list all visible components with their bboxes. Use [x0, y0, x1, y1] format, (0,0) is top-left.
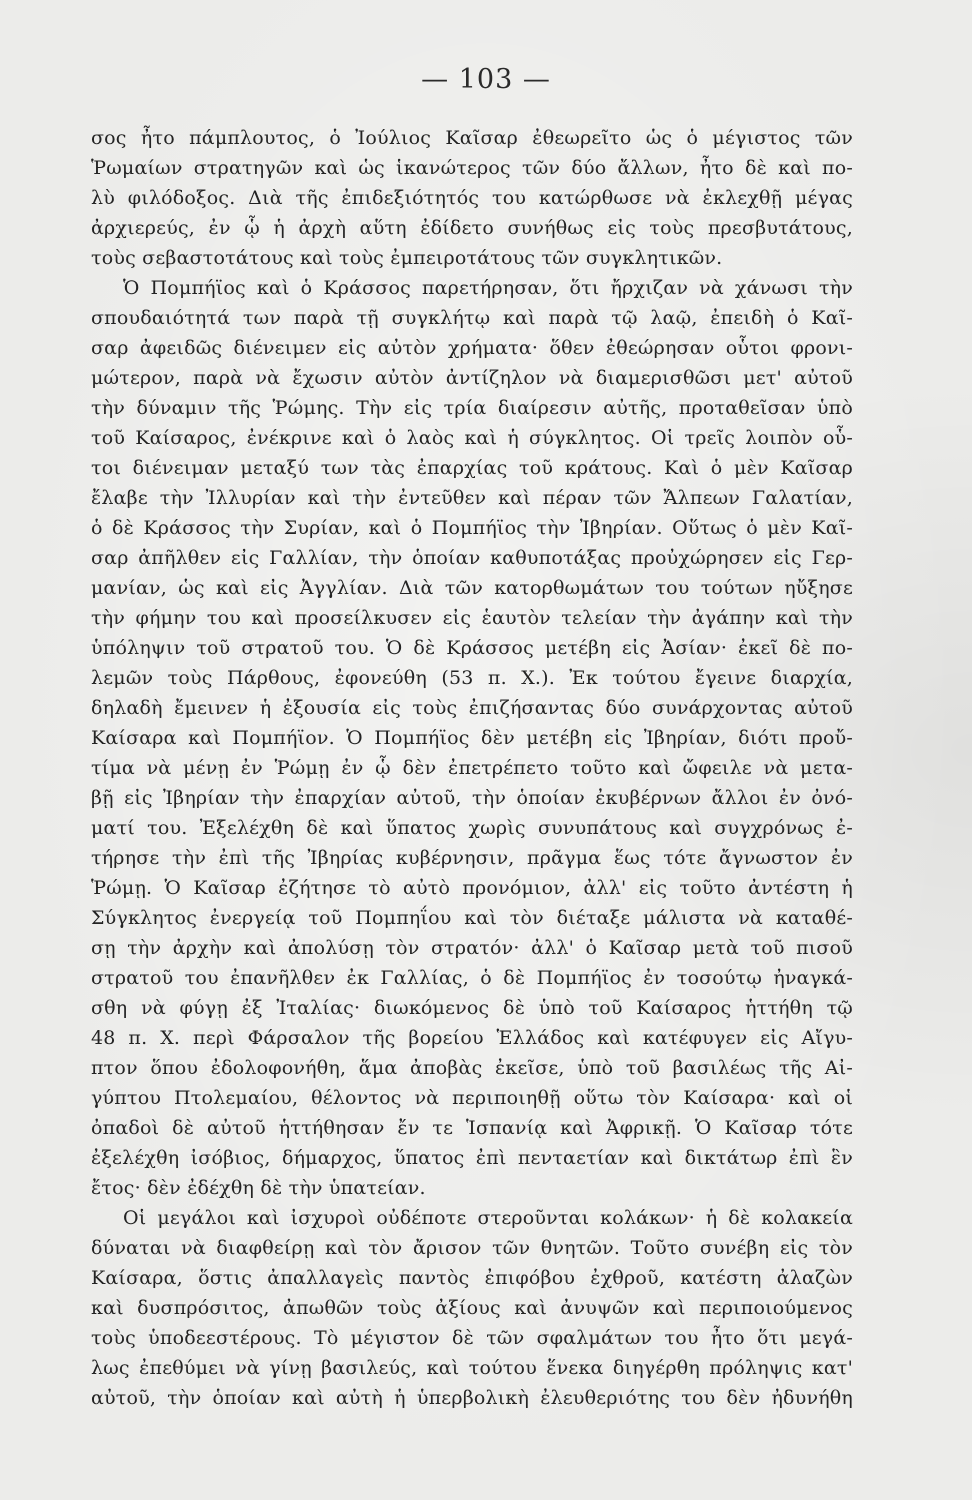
- text-line: ὑπόληψιν τοῦ στρατοῦ του. Ὁ δὲ Κράσσος μετέβη εἰς Ἀσίαν· ἐκεῖ δὲ πο-: [91, 637, 853, 659]
- text-line: ματί του. Ἐξελέχθη δὲ καὶ ὕπατος χωρὶς συνυπάτους καὶ συγχρόνως ἐ-: [91, 817, 853, 839]
- text-line: καὶ δυσπρόσιτος, ἀπωθῶν τοὺς ἀξίους καὶ ἀνυψῶν καὶ περιποιούμενος: [91, 1297, 853, 1319]
- body-text: [91, 123, 853, 1413]
- text-line: ἀρχιερεύς, ἐν ᾧ ἡ ἀρχὴ αὕτη ἐδίδετο συνήθως εἰς τοὺς πρεσβυτάτους,: [91, 217, 853, 239]
- page-number: — 103 —: [421, 64, 551, 95]
- text-line: ὀπαδοὶ δὲ αὐτοῦ ἡττήθησαν ἔν τε Ἱσπανίᾳ καὶ Ἀφρικῇ. Ὁ Καῖσαρ τότε: [91, 1117, 853, 1139]
- text-line: σος ἦτο πάμπλουτος, ὁ Ἰούλιος Καῖσαρ ἐθεωρεῖτο ὡς ὁ μέγιστος τῶν: [91, 127, 853, 149]
- text-line: σῃ τὴν ἀρχὴν καὶ ἀπολύσῃ τὸν στρατόν· ἀλλ' ὁ Καῖσαρ μετὰ τοῦ πισοῦ: [91, 937, 853, 959]
- text-line: Ὁ Πομπήϊος καὶ ὁ Κράσσος παρετήρησαν, ὅτι ἤρχιζαν νὰ χάνωσι τὴν: [123, 277, 853, 299]
- text-line: γύπτου Πτολεμαίου, θέλοντος νὰ περιποιηθῇ οὕτω τὸν Καίσαρα· καὶ οἱ: [91, 1087, 853, 1109]
- text-line: Ῥωμαίων στρατηγῶν καὶ ὡς ἱκανώτερος τῶν δύο ἄλλων, ἦτο δὲ καὶ πο-: [91, 157, 853, 179]
- text-line: τοὺς σεβαστοτάτους καὶ τοὺς ἐμπειροτάτους τῶν συγκλητικῶν.: [91, 247, 723, 269]
- text-line: λως ἐπεθύμει νὰ γίνῃ βασιλεύς, καὶ τούτου ἕνεκα διηγέρθη πρόληψις κατ': [91, 1357, 853, 1379]
- text-line: σαρ ἀπῆλθεν εἰς Γαλλίαν, τὴν ὁποίαν καθυποτάξας προὐχώρησεν εἰς Γερ-: [91, 547, 853, 569]
- text-line: βῇ εἰς Ἰβηρίαν τὴν ἐπαρχίαν αὐτοῦ, τὴν ὁποίαν ἐκυβέρνων ἄλλοι ἐν ὀνό-: [91, 787, 853, 809]
- text-line: τήρησε τὴν ἐπὶ τῆς Ἰβηρίας κυβέρνησιν, πρᾶγμα ἕως τότε ἄγνωστον ἐν: [91, 847, 853, 869]
- text-line: σπουδαιότητά των παρὰ τῇ συγκλήτῳ καὶ παρὰ τῷ λαῷ, ἐπειδὴ ὁ Καῖ-: [91, 307, 853, 329]
- text-line: σθη νὰ φύγῃ ἐξ Ἰταλίας· διωκόμενος δὲ ὑπὸ τοῦ Καίσαρος ἡττήθη τῷ: [91, 997, 853, 1019]
- text-line: δηλαδὴ ἔμεινεν ἡ ἐξουσία εἰς τοὺς ἐπιζήσαντας δύο συνάρχοντας αὐτοῦ: [91, 697, 853, 719]
- text-line: στρατοῦ του ἐπανῆλθεν ἐκ Γαλλίας, ὁ δὲ Πομπήϊος ἐν τοσούτῳ ἠναγκά-: [91, 967, 853, 989]
- text-line: Οἱ μεγάλοι καὶ ἰσχυροὶ οὐδέποτε στεροῦνται κολάκων· ἡ δὲ κολακεία: [123, 1207, 853, 1229]
- text-line: ἐξελέχθη ἰσόβιος, δήμαρχος, ὕπατος ἐπὶ πενταετίαν καὶ δικτάτωρ ἐπὶ ἓν: [91, 1147, 853, 1169]
- text-line: σαρ ἀφειδῶς διένειμεν εἰς αὐτὸν χρήματα· ὅθεν ἐθεώρησαν οὗτοι φρονι-: [91, 337, 853, 359]
- text-line: μώτερον, παρὰ νὰ ἔχωσιν αὐτὸν ἀντίζηλον νὰ διαμερισθῶσι μετ' αὐτοῦ: [91, 367, 853, 389]
- text-line: τοὺς ὑποδεεστέρους. Τὸ μέγιστον δὲ τῶν σφαλμάτων του ἦτο ὅτι μεγά-: [91, 1327, 853, 1349]
- text-line: τοῦ Καίσαρος, ἐνέκρινε καὶ ὁ λαὸς καὶ ἡ σύγκλητος. Οἱ τρεῖς λοιπὸν οὗ-: [91, 427, 853, 449]
- text-line: ἔτος· δὲν ἐδέχθη δὲ τὴν ὑπατείαν.: [91, 1177, 426, 1199]
- text-line: μανίαν, ὡς καὶ εἰς Ἀγγλίαν. Διὰ τῶν κατορθωμάτων του τούτων ηὔξησε: [91, 577, 853, 599]
- text-line: αὐτοῦ, τὴν ὁποίαν καὶ αὐτὴ ἡ ὑπερβολικὴ ἐλευθεριότης του δὲν ἠδυνήθη: [91, 1387, 853, 1409]
- text-line: τὴν δύναμιν τῆς Ῥώμης. Τὴν εἰς τρία διαίρεσιν αὐτῆς, προταθεῖσαν ὑπὸ: [91, 397, 853, 419]
- text-line: δύναται νὰ διαφθείρῃ καὶ τὸν ἄρισον τῶν θνητῶν. Τοῦτο συνέβη εἰς τὸν: [91, 1237, 853, 1259]
- text-line: 48 π. Χ. περὶ Φάρσαλον τῆς βορείου Ἑλλάδος καὶ κατέφυγεν εἰς Αἴγυ-: [91, 1027, 853, 1049]
- text-line: ἔλαβε τὴν Ἰλλυρίαν καὶ τὴν ἐντεῦθεν καὶ πέραν τῶν Ἄλπεων Γαλατίαν,: [91, 487, 853, 509]
- text-line: τίμα νὰ μένῃ ἐν Ῥώμῃ ἐν ᾧ δὲν ἐπετρέπετο τοῦτο καὶ ὤφειλε νὰ μετα-: [91, 757, 853, 779]
- text-line: ὁ δὲ Κράσσος τὴν Συρίαν, καὶ ὁ Πομπήϊος τὴν Ἰβηρίαν. Οὕτως ὁ μὲν Καῖ-: [91, 517, 853, 539]
- text-line: λὺ φιλόδοξος. Διὰ τῆς ἐπιδεξιότητός του κατώρθωσε νὰ ἐκλεχθῇ μέγας: [91, 187, 853, 209]
- text-line: Καίσαρα, ὅστις ἀπαλλαγεὶς παντὸς ἐπιφόβου ἐχθροῦ, κατέστη ἀλαζὼν: [91, 1267, 853, 1289]
- text-line: Καίσαρα καὶ Πομπήϊον. Ὁ Πομπήϊος δὲν μετέβη εἰς Ἰβηρίαν, διότι προὔ-: [91, 727, 853, 749]
- text-line: τὴν φήμην του καὶ προσείλκυσεν εἰς ἑαυτὸν τελείαν τὴν ἀγάπην καὶ τὴν: [91, 607, 853, 629]
- text-line: λεμῶν τοὺς Πάρθους, ἐφονεύθη (53 π. Χ.). Ἐκ τούτου ἔγεινε διαρχία,: [91, 667, 853, 689]
- text-line: Ῥώμῃ. Ὁ Καῖσαρ ἐζήτησε τὸ αὐτὸ προνόμιον, ἀλλ' εἰς τοῦτο ἀντέστη ἡ: [91, 877, 853, 899]
- text-line: τοι διένειμαν μεταξύ των τὰς ἐπαρχίας τοῦ κράτους. Καὶ ὁ μὲν Καῖσαρ: [91, 457, 853, 479]
- text-line: πτον ὅπου ἐδολοφονήθη, ἅμα ἀποβὰς ἐκεῖσε, ὑπὸ τοῦ βασιλέως τῆς Αἰ-: [91, 1057, 853, 1079]
- text-line: Σύγκλητος ἐνεργείᾳ τοῦ Πομπηΐου καὶ τὸν διέταξε μάλιστα νὰ καταθέ-: [91, 907, 853, 929]
